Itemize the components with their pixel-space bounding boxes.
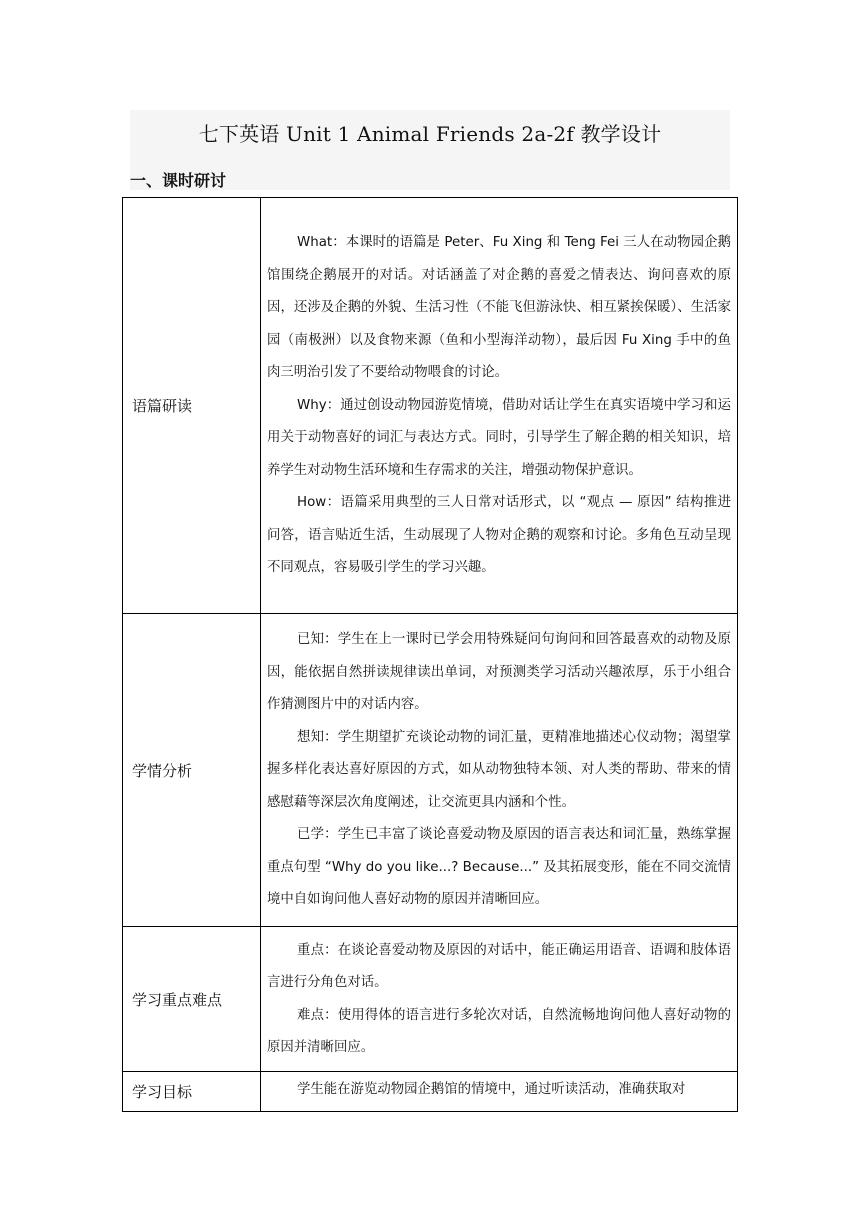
paragraph-what: What：本课时的语篇是 Peter、Fu Xing 和 Teng Fei 三人在动物园企鹅馆围绕企鹅展开的对话。对话涵盖了对企鹅的喜爱之情表达、询问喜欢的原因，还涉及企鹅的外貌、生活习性（不能飞但游泳快、相互紧挨保暖）、生活家园（南极洲）以及食物来源（鱼和小型海洋动物），最后因 Fu Xing 手中的鱼肉三明治引发了不要给动物喂食的讨论。 — [267, 235, 731, 381]
paragraph-known: 已知：学生在上一课时已学会用特殊疑问句询问和回答最喜欢的动物及原因，能依据自然拼读规律读出单词，对预测类学习活动兴趣浓厚，乐于小组合作猜测图片中的对话内容。 — [267, 632, 731, 713]
paragraph-key-point: 重点：在谈论喜爱动物及原因的对话中，能正确运用语音、语调和肢体语言进行分角色对话。 — [267, 942, 731, 990]
row-label: 学习重点难点 — [123, 927, 261, 1072]
row-label: 语篇研读 — [123, 198, 261, 614]
row-content — [261, 614, 738, 927]
paragraph-why: Why：通过创设动物园游览情境，借助对话让学生在真实语境中学习和运用关于动物喜好的词汇与表达方式。同时，引导学生了解企鹅的相关知识，培养学生对动物生活环境和生存需求的关注，增强动物保护意识。 — [267, 397, 731, 478]
paragraph-learned: 已学：学生已丰富了谈论喜爱动物及原因的语言表达和词汇量，熟练掌握重点句型 “Why do you like...? Because...” 及其拓展变形，能在不同交流情境中自如询问他人喜好动物的原因并清晰回应。 — [267, 827, 731, 908]
section-heading: 一、课时研讨 — [130, 171, 227, 190]
paragraph-objective: 学生能在游览动物园企鹅馆的情境中，通过听读活动，准确获取对 — [297, 1081, 686, 1097]
paragraph-want-to-know: 想知：学生期望扩充谈论动物的词汇量，更精准地描述心仪动物；渴望掌握多样化表达喜好原因的方式，如从动物独特本领、对人类的帮助、带来的情感慰藉等深层次角度阐述，让交流更具内涵和个性。 — [267, 729, 731, 810]
paragraph-difficult-point: 难点：使用得体的语言进行多轮次对话，自然流畅地询问他人喜好动物的原因并清晰回应。 — [267, 1007, 731, 1055]
paragraph-how: How：语篇采用典型的三人日常对话形式，以 “观点 — 原因” 结构推进问答，语言贴近生活，生动展现了人物对企鹅的观察和讨论。多角色互动呈现不同观点，容易吸引学生的学习兴趣。 — [267, 495, 731, 576]
row-content — [261, 1072, 738, 1112]
lesson-design-table — [122, 197, 738, 1112]
document-title: 七下英语 Unit 1 Animal Friends 2a-2f 教学设计 — [198, 122, 662, 146]
row-label: 学习目标 — [123, 1072, 261, 1112]
table-row-learning-objectives — [123, 1072, 738, 1112]
row-label: 学情分析 — [123, 614, 261, 927]
table-row-learner-analysis — [123, 614, 738, 927]
row-content — [261, 198, 738, 614]
table-row-text-study — [123, 198, 738, 614]
table-row-key-difficult-points — [123, 927, 738, 1072]
row-content — [261, 927, 738, 1072]
